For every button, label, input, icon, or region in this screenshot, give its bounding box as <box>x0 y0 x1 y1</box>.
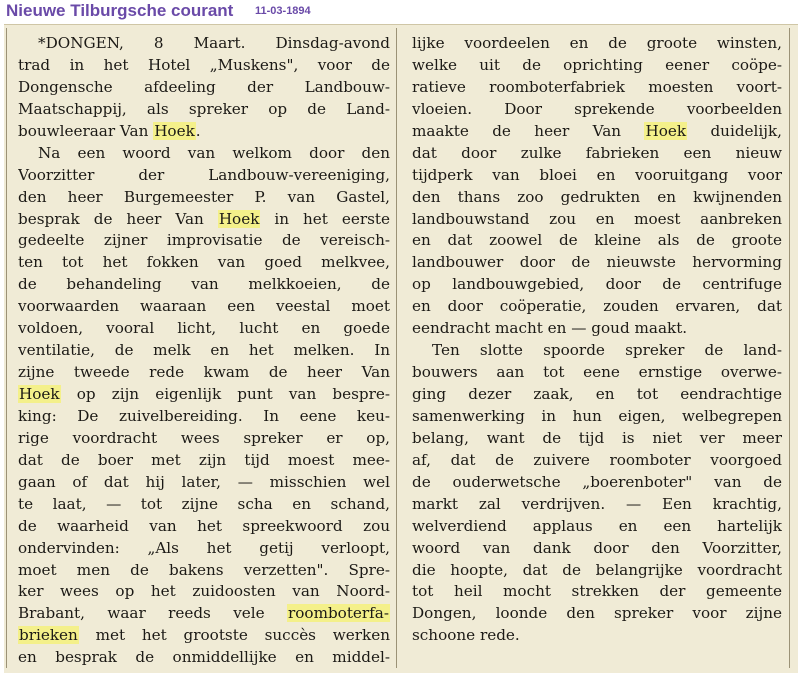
line-text: en dat zoowel de kleine als de groote <box>412 231 782 250</box>
column-border-right <box>789 28 790 668</box>
article-line <box>18 252 390 274</box>
line-text: Maatschappij, als spreker op de Land- <box>18 99 390 118</box>
line-text: vloeien. Door sprekende voorbeelden <box>412 99 782 118</box>
article-line <box>412 143 782 165</box>
article-line <box>412 472 782 494</box>
article-line <box>412 625 782 647</box>
line-text: die hoopte, dat de belangrijke voordracht <box>412 560 782 579</box>
line-text: de behandeling van melkkoeien, de <box>18 275 390 294</box>
line-text: Dongen, loonde den spreker voor zijne <box>412 604 782 623</box>
article-line <box>412 560 782 582</box>
article-line <box>18 33 390 55</box>
article-line <box>412 230 782 252</box>
line-text: dat door zulke fabrieken een nieuw <box>412 143 782 162</box>
line-text: Dongensche afdeeling der Landbouw- <box>18 77 390 96</box>
line-text: bouwers aan tot eene ernstige overwe- <box>412 363 782 382</box>
search-highlight: Hoek <box>154 121 195 140</box>
line-text: voorwaarden waaraan een veestal moet <box>18 297 390 316</box>
article-column-left <box>18 33 390 669</box>
line-text: belang, want de tijd is niet ver meer <box>412 428 782 447</box>
line-text: tot heil mocht strekken der gemeente <box>412 582 782 601</box>
line-text: in het eerste <box>260 209 390 228</box>
line-text: de waarheid van het spreekwoord zou <box>18 516 390 535</box>
line-text: ondervinden: „Als het getij verloopt, <box>18 538 390 557</box>
article-line <box>18 625 390 647</box>
column-border-left <box>6 28 7 668</box>
article-line <box>18 209 390 231</box>
line-text: ratieve roomboterfabriek moesten voort- <box>412 77 782 96</box>
article-line <box>412 99 782 121</box>
line-text: ventilatie, de melk en het melken. In <box>18 341 390 360</box>
publication-date: 11-03-1894 <box>255 5 311 17</box>
search-highlight: roomboterfa- <box>288 604 389 623</box>
article-line <box>412 318 782 340</box>
line-text: landbouwer door de nieuwste hervorming <box>412 253 782 272</box>
line-text: ging dezer zaak, en tot eendrachtige <box>412 385 782 403</box>
article-line <box>18 603 390 625</box>
line-text: met het grootste succès werken <box>78 626 390 645</box>
article-line <box>412 362 782 384</box>
column-divider <box>396 28 397 668</box>
article-line <box>412 187 782 209</box>
line-text: en door coöperatie, zouden ervaren, dat <box>412 297 782 316</box>
line-text: op zijn eigenlijk punt van bespre- <box>60 385 390 403</box>
article-line <box>18 318 390 340</box>
article-line <box>412 406 782 428</box>
article-line <box>412 274 782 296</box>
line-text: schoone rede. <box>412 626 520 645</box>
article-line <box>18 121 390 143</box>
article-line <box>18 538 390 560</box>
article-line <box>412 77 782 99</box>
line-text: markt zal verdrijven. — Een krachtig, <box>412 494 782 513</box>
article-line <box>412 516 782 538</box>
article-line <box>18 296 390 318</box>
line-text: king: De zuivelbereiding. In eene keu- <box>18 406 390 425</box>
line-text: bouwleeraar Van <box>18 121 154 140</box>
article-line <box>412 538 782 560</box>
article-line <box>18 165 390 187</box>
line-text: Voorzitter der Landbouw-vereeniging, <box>18 165 390 184</box>
line-text: woord van dank door den Voorzitter, <box>412 538 782 557</box>
line-text: welke uit de oprichting eener coöpe- <box>412 55 782 74</box>
article-line <box>18 384 390 406</box>
newspaper-title[interactable]: Nieuwe Tilburgsche courant <box>6 1 234 20</box>
article-line <box>412 494 782 516</box>
line-text: trad in het Hotel „Muskens", voor de <box>18 55 390 74</box>
article-line <box>18 340 390 362</box>
line-text: ten tot het fokken van goed melkvee, <box>18 253 390 272</box>
line-text: *DONGEN, 8 Maart. Dinsdag-avond <box>38 34 390 52</box>
line-text: eendracht macht en — goud maakt. <box>412 319 688 338</box>
article-line <box>412 296 782 318</box>
article-line <box>18 55 390 77</box>
search-highlight: Hoek <box>19 385 60 403</box>
line-text: af, dat de zuivere roomboter voorgoed <box>412 450 782 469</box>
line-text: duidelijk, <box>687 121 782 140</box>
line-text: den heer Burgemeester P. van Gastel, <box>18 187 390 206</box>
line-text: gedeelte zijner improvisatie de vereisch- <box>18 231 390 250</box>
line-text: zijne tweede rede kwam de heer Van <box>18 363 390 382</box>
line-text: Ten slotte spoorde spreker de land- <box>432 341 782 360</box>
article-line <box>18 428 390 450</box>
line-text: landbouwstand zou en moest aanbreken <box>412 209 782 228</box>
line-text: gaan of dat hij later, — misschien wel <box>18 472 390 491</box>
article-line <box>412 428 782 450</box>
line-text: moet men de bakens verzetten". Spre- <box>18 560 390 579</box>
article-line <box>18 560 390 582</box>
line-text: maakte de heer Van <box>412 121 645 140</box>
article-line <box>412 252 782 274</box>
article-line <box>18 516 390 538</box>
article-line <box>412 121 782 143</box>
line-text: de ouderwetsche „boerenboter" van de <box>412 472 782 491</box>
line-text: rige voordracht wees spreker er op, <box>18 428 390 447</box>
article-line <box>412 384 782 406</box>
line-text: en besprak de onmiddellijke en middel- <box>18 648 390 667</box>
article-line <box>412 581 782 603</box>
article-line <box>18 494 390 516</box>
article-line <box>412 33 782 55</box>
article-line <box>18 450 390 472</box>
line-text: op landbouwgebied, door de centrifuge <box>412 275 782 294</box>
article-line <box>412 209 782 231</box>
line-text: Brabant, waar reeds vele <box>18 604 288 623</box>
article-line <box>18 187 390 209</box>
article-line <box>412 603 782 625</box>
line-text: te laat, — tot zijne scha en schand, <box>18 494 390 513</box>
article-line <box>18 230 390 252</box>
article-line <box>18 362 390 384</box>
article-line <box>18 77 390 99</box>
article-line <box>18 472 390 494</box>
article-line <box>18 274 390 296</box>
line-text: besprak de heer Van <box>18 209 218 228</box>
article-line <box>412 55 782 77</box>
line-text: . <box>195 121 201 140</box>
clipping-header <box>0 0 800 24</box>
line-text: welverdiend applaus en een hartelijk <box>412 516 782 535</box>
article-line <box>18 143 390 165</box>
article-line <box>412 165 782 187</box>
line-text: tijdperk van bloei en vooruitgang voor <box>412 165 782 184</box>
article-line <box>18 99 390 121</box>
line-text: ker wees op het zuidoosten van Noord- <box>18 582 390 601</box>
article-line <box>18 647 390 669</box>
line-text: lijke voordeelen en de groote winsten, <box>412 34 782 52</box>
article-line <box>412 450 782 472</box>
article-column-right <box>412 33 782 647</box>
line-text: voldoen, vooral licht, lucht en goede <box>18 319 390 338</box>
line-text: dat de boer met zijn tijd moest mee- <box>18 450 390 469</box>
search-highlight: brieken <box>19 626 78 645</box>
article-line <box>412 340 782 362</box>
article-line <box>18 406 390 428</box>
line-text: Na een woord van welkom door den <box>38 143 390 162</box>
line-text: den thans zoo gedrukten en kwijnenden <box>412 187 782 206</box>
search-highlight: Hoek <box>645 121 687 140</box>
search-highlight: Hoek <box>218 209 260 228</box>
article-line <box>18 581 390 603</box>
line-text: samenwerking in hun eigen, welbegrepen <box>412 406 782 425</box>
